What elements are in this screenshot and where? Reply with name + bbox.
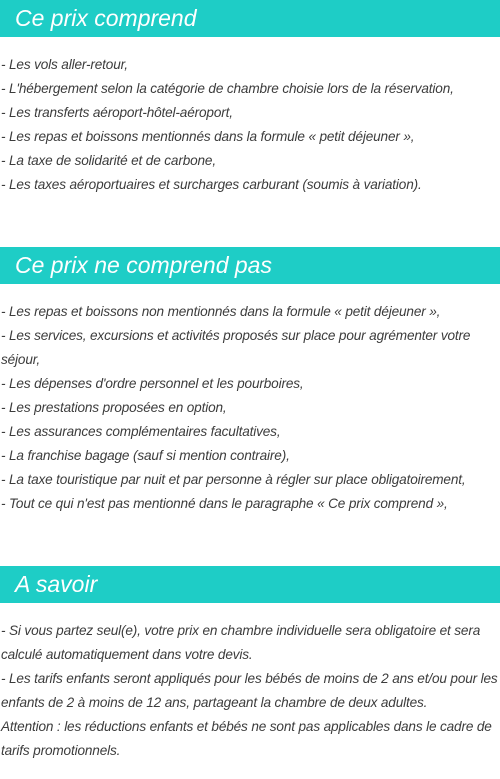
list-item: - Les services, excursions et activités proposés sur place pour agrémenter votre séjour, <box>1 328 471 367</box>
list-item: - L'hébergement selon la catégorie de chambre choisie lors de la réservation, <box>1 81 454 96</box>
included-list <box>1 53 500 197</box>
good-to-know-list <box>1 619 500 763</box>
list-item: - Les assurances complémentaires facultatives, <box>1 424 281 439</box>
section-title-a-savoir: A savoir <box>0 566 500 603</box>
list-item: - Les taxes aéroportuaires et surcharges carburant (soumis à variation). <box>1 177 422 192</box>
list-item: - Les transferts aéroport-hôtel-aéroport, <box>1 105 233 120</box>
section-title-ce-prix-comprend: Ce prix comprend <box>0 0 500 37</box>
list-item: - La franchise bagage (sauf si mention contraire), <box>1 448 290 463</box>
list-item: - La taxe de solidarité et de carbone, <box>1 153 216 168</box>
list-item: - Tout ce qui n'est pas mentionné dans le paragraphe « Ce prix comprend », <box>1 496 448 511</box>
not-included-list <box>1 300 500 516</box>
list-item: - Les vols aller-retour, <box>1 57 128 72</box>
list-item: - Si vous partez seul(e), votre prix en chambre individuelle sera obligatoire et sera calculé automatiquement dans votre devis. <box>1 623 481 662</box>
list-item: - Les repas et boissons non mentionnés dans la formule « petit déjeuner », <box>1 304 441 319</box>
list-item: - Les dépenses d'ordre personnel et les pourboires, <box>1 376 304 391</box>
section-title-ce-prix-ne-comprend-pas: Ce prix ne comprend pas <box>0 247 500 284</box>
list-item: - Les prestations proposées en option, <box>1 400 227 415</box>
list-item: - Les repas et boissons mentionnés dans la formule « petit déjeuner », <box>1 129 415 144</box>
list-item: - Les tarifs enfants seront appliqués pour les bébés de moins de 2 ans et/ou pour les enfants de 2 à moins de 12 ans, partageant la chambre de deux adultes. <box>1 671 498 710</box>
list-item: - La taxe touristique par nuit et par personne à régler sur place obligatoirement, <box>1 472 466 487</box>
list-item: Attention : les réductions enfants et bébés ne sont pas applicables dans le cadre de tarifs promotionnels. <box>1 719 492 758</box>
